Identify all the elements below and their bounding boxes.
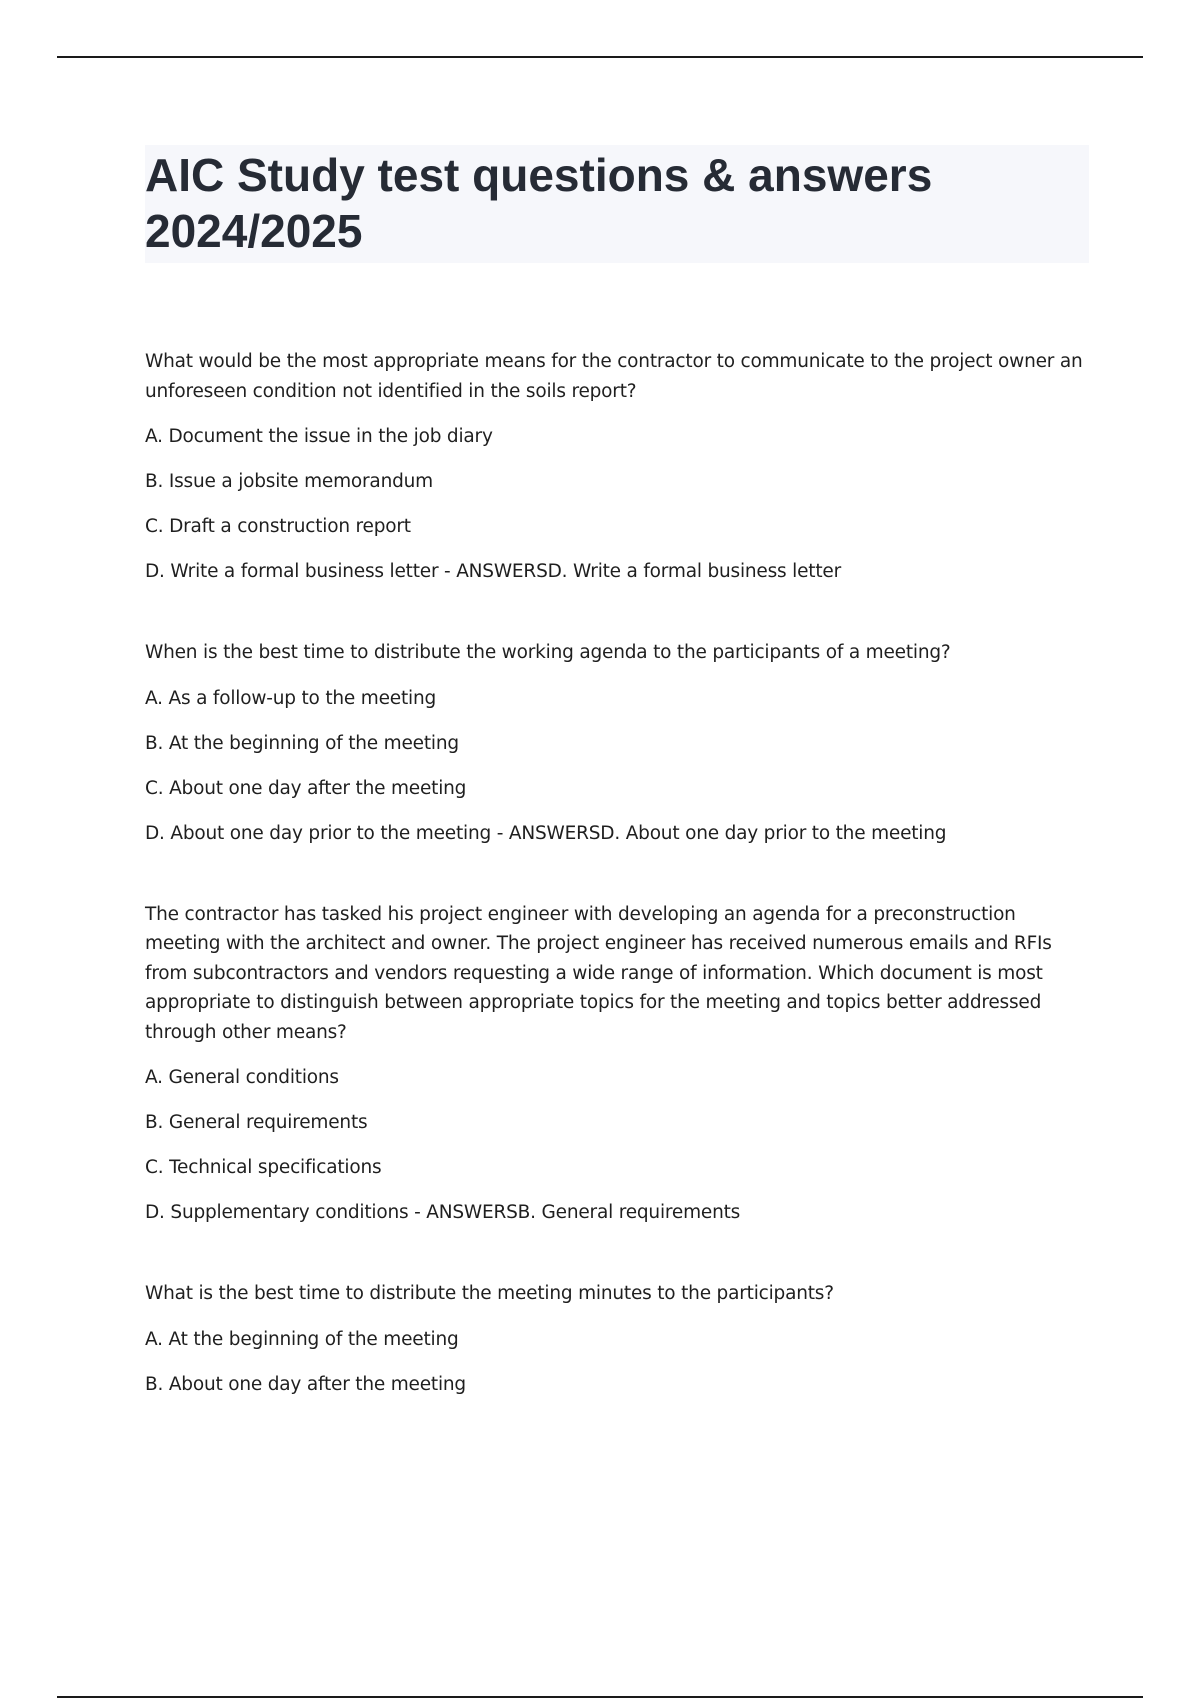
- question-list: [145, 347, 1089, 1399]
- answer-option: B. About one day after the meeting: [145, 1373, 466, 1395]
- question-3: [145, 900, 1089, 1228]
- answer-option: A. Document the issue in the job diary: [145, 426, 493, 447]
- question-text: The contractor has tasked his project engineer with developing an agenda for a preconstruction meeting with the architect and owner. The project engineer has received numerous emails and RFIs from subcontractors and vendors requesting a wide range of information. Which document is most appropriate to distinguish between appropriate topics for the meeting and topics better addressed through other means?: [145, 903, 1052, 1043]
- top-divider: [57, 56, 1143, 58]
- document-body: [145, 145, 1089, 1451]
- bottom-divider: [57, 1696, 1143, 1698]
- answer-option: C. About one day after the meeting: [145, 777, 467, 799]
- question-text: What is the best time to distribute the meeting minutes to the participants?: [145, 1283, 834, 1304]
- question-1: [145, 347, 1089, 586]
- question-2: [145, 638, 1089, 848]
- document-title: AIC Study test questions & answers 2024/2025: [145, 149, 933, 257]
- answer-option: D. Write a formal business letter - ANSWERSD. Write a formal business letter: [145, 561, 841, 582]
- answer-option: A. As a follow-up to the meeting: [145, 687, 437, 709]
- answer-option: B. Issue a jobsite memorandum: [145, 471, 433, 492]
- answer-option: D. About one day prior to the meeting - ANSWERSD. About one day prior to the meeting: [145, 822, 947, 844]
- answer-option: B. At the beginning of the meeting: [145, 732, 459, 754]
- answer-option: C. Draft a construction report: [145, 516, 411, 537]
- question-4: [145, 1279, 1089, 1399]
- title-banner: [145, 145, 1089, 263]
- answer-option: C. Technical specifications: [145, 1157, 382, 1178]
- answer-option: A. General conditions: [145, 1067, 339, 1088]
- answer-option: B. General requirements: [145, 1112, 368, 1133]
- question-text: When is the best time to distribute the working agenda to the participants of a meeting?: [145, 642, 951, 663]
- answer-option: D. Supplementary conditions - ANSWERSB. General requirements: [145, 1202, 741, 1223]
- answer-option: A. At the beginning of the meeting: [145, 1328, 459, 1350]
- question-text: What would be the most appropriate means for the contractor to communicate to the project owner an unforeseen condition not identified in the soils report?: [145, 351, 1083, 402]
